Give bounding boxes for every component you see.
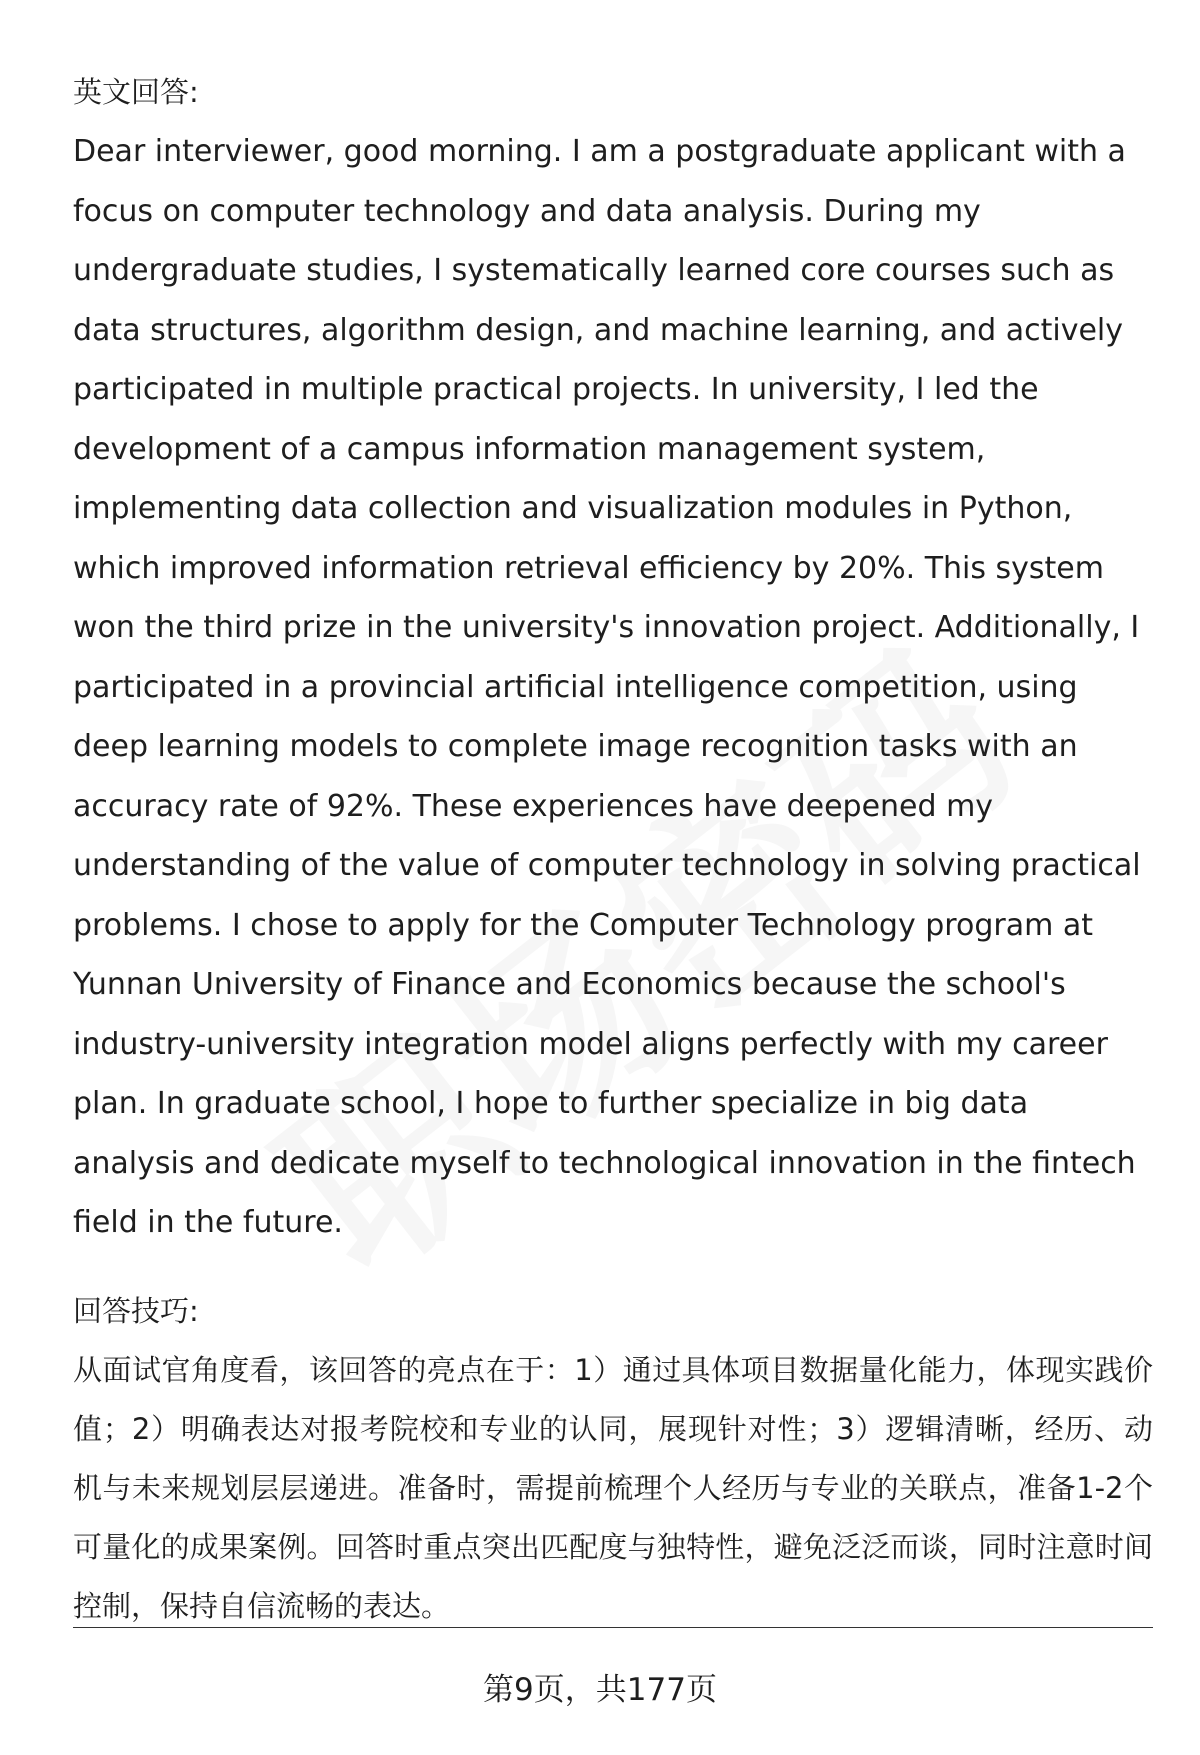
- page-content: [73, 62, 1153, 1636]
- english-answer-heading: 英文回答:: [73, 75, 199, 109]
- english-answer-section: [73, 62, 1153, 1253]
- section-gap: [73, 1253, 1153, 1281]
- page-number: 第9页，共177页: [483, 1672, 717, 1708]
- english-answer-paragraph: Dear interviewer, good morning. I am a postgraduate applicant with a focus on computer technology and data analysis. During my undergraduate studies, I systematically learned core courses such as data structures, algorithm design, and machine learning, and actively participated in multiple practical projects. In university, I led the development of a campus information management system, implementing data collection and visualization modules in Python, which improved information retrieval efficiency by 20%. This system won the third prize in the university's innovation project. Additionally, I participated in a provincial artificial intelligence competition, using deep learning models to complete image recognition tasks with an accuracy rate of 92%. These experiences have deepened my understanding of the value of computer technology in solving practical problems. I chose to apply for the Computer Technology program at Yunnan University of Finance and Economics because the school's industry-university integration model aligns perfectly with my career plan. In graduate school, I hope to further specialize in big data analysis and dedicate myself to technological innovation in the fintech field in the future.: [73, 134, 1141, 1240]
- footer-divider: [73, 1627, 1153, 1628]
- answer-tips-paragraph: 从面试官角度看，该回答的亮点在于：1）通过具体项目数据量化能力，体现实践价值；2）明确表达对报考院校和专业的认同，展现针对性；3）逻辑清晰，经历、动机与未来规划层层递进。准备时，需提前梳理个人经历与专业的关联点，准备1-2个可量化的成果案例。回答时重点突出匹配度与独特性，避免泛泛而谈，同时注意时间控制，保持自信流畅的表达。: [73, 1352, 1153, 1623]
- answer-tips-section: [73, 1281, 1153, 1636]
- answer-tips-heading: 回答技巧:: [73, 1293, 199, 1328]
